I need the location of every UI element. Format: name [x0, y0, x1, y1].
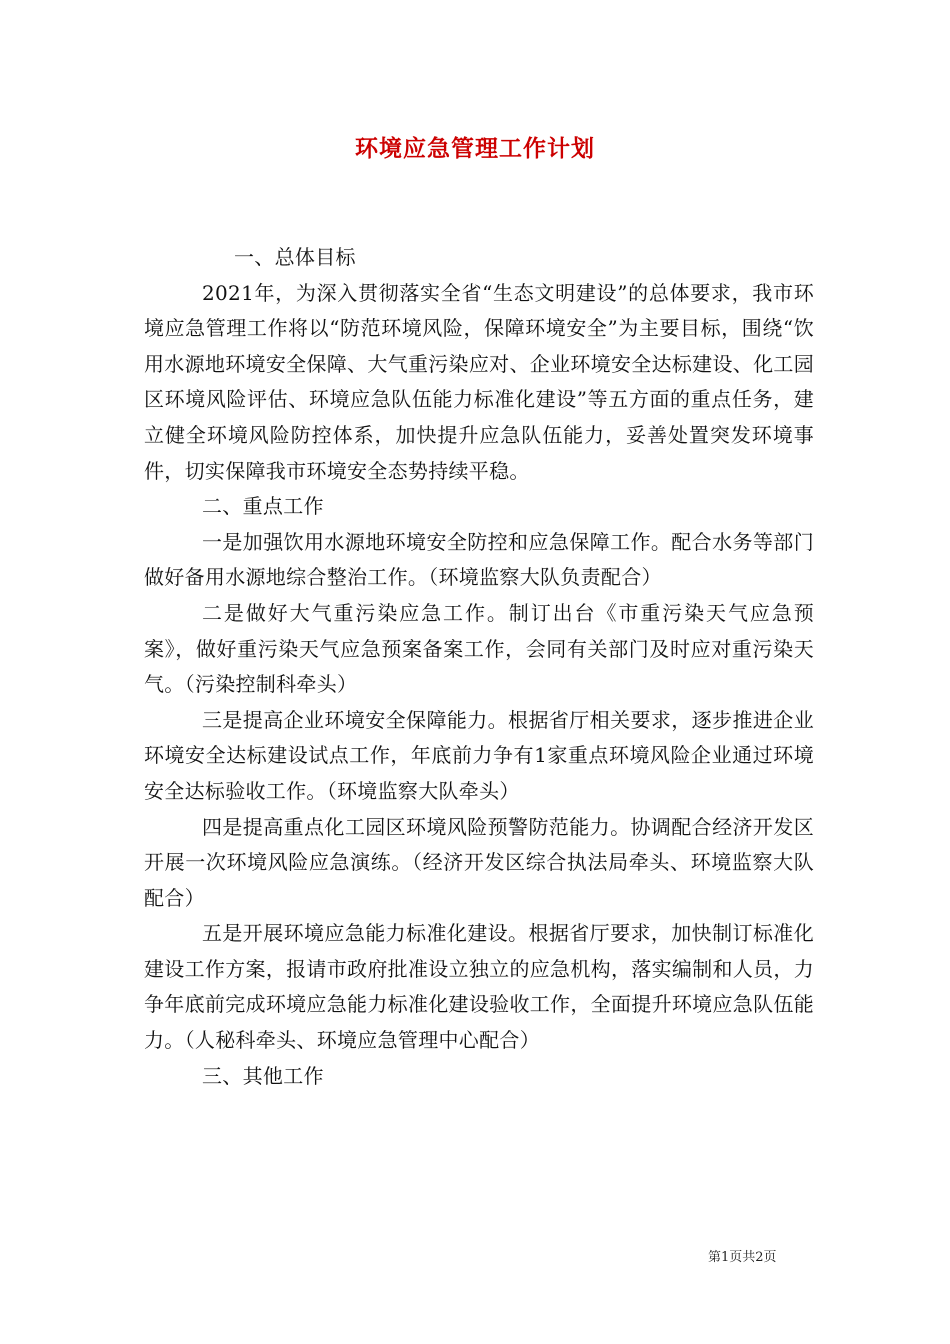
paragraph-overall-goal: 2021年，为深入贯彻落实全省“生态文明建设”的总体要求，我市环境应急管理工作将以“防范环境风险，保障环境安全”为主要目标，围绕“饮用水源地环境安全保障、大气重污染应对、企业环境安全达标建设、化工园区环境风险评估、环境应急队伍能力标准化建设”等五方面的重点任务，建立健全环境风险防控体系，加快提升应急队伍能力，妥善处置突发环境事件，切实保障我市环境安全态势持续平稳。: [144, 280, 814, 483]
section-heading-other-work: 三、其他工作: [202, 1063, 324, 1088]
page-title: 环境应急管理工作计划: [355, 135, 595, 162]
page-number: 第1页共2页: [708, 1250, 777, 1265]
paragraph-key-work-5: 五是开展环境应急能力标准化建设。根据省厅要求，加快制订标准化建设工作方案，报请市政府批准设立独立的应急机构，落实编制和人员，力争年底前完成环境应急能力标准化建设验收工作，全面提升环境应急队伍能力。（人秘科牵头、环境应急管理中心配合）: [144, 921, 814, 1053]
document-body: [144, 240, 814, 1094]
paragraph-key-work-3: 三是提高企业环境安全保障能力。根据省厅相关要求，逐步推进企业环境安全达标建设试点工作，年底前力争有1家重点环境风险企业通过环境安全达标验收工作。（环境监察大队牵头）: [144, 707, 814, 803]
paragraph-key-work-2: 二是做好大气重污染应急工作。制订出台《市重污染天气应急预案》，做好重污染天气应急预案备案工作，会同有关部门及时应对重污染天气。（污染控制科牵头）: [144, 600, 814, 697]
paragraph-key-work-4: 四是提高重点化工园区环境风险预警防范能力。协调配合经济开发区开展一次环境风险应急演练。（经济开发区综合执法局牵头、环境监察大队配合）: [144, 814, 814, 910]
section-heading-key-work: 二、重点工作: [202, 494, 324, 519]
section-heading-overall-goal: 一、总体目标: [234, 245, 356, 269]
paragraph-key-work-1: 一是加强饮用水源地环境安全防控和应急保障工作。配合水务等部门做好备用水源地综合整治工作。（环境监察大队负责配合）: [144, 529, 814, 590]
